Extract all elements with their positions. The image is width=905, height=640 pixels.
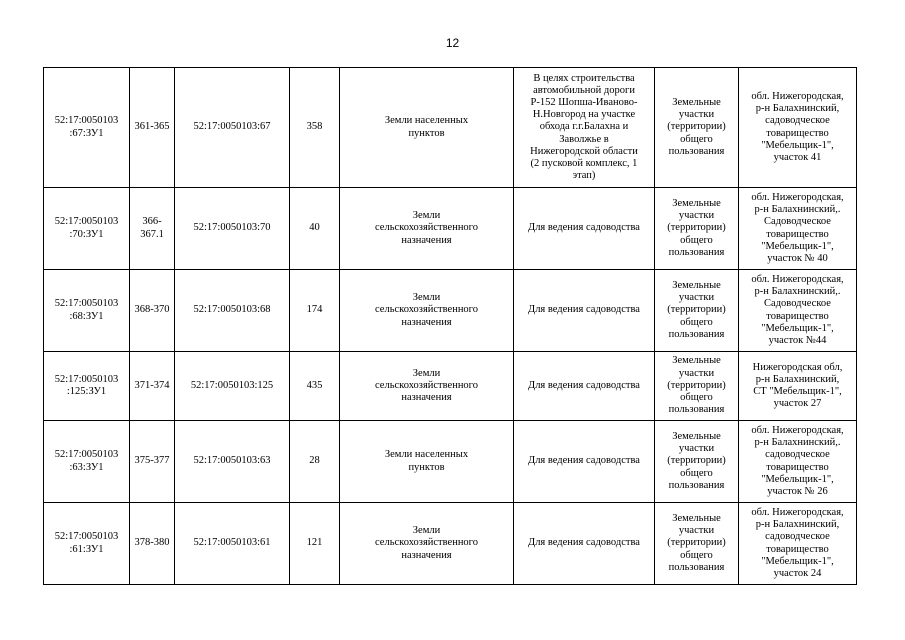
- land-category-cell: Земли населенных пунктов: [340, 421, 514, 503]
- table-row: [44, 352, 857, 421]
- permitted-use-cell: Для ведения садоводства: [514, 421, 655, 503]
- zu-id-cell: 52:17:0050103 :125:ЗУ1: [44, 352, 130, 421]
- permitted-use-cell: Для ведения садоводства: [514, 352, 655, 421]
- table-row: [44, 503, 857, 585]
- permitted-use-cell: Для ведения садоводства: [514, 270, 655, 352]
- address-cell: обл. Нижегородская, р-н Балахнинский, садоводческое товарищество "Мебельщик-1", участок 41: [739, 68, 857, 188]
- cadastral-number-cell: 52:17:0050103:125: [175, 352, 290, 421]
- points-cell: 375-377: [130, 421, 175, 503]
- zu-id-cell: 52:17:0050103 :67:ЗУ1: [44, 68, 130, 188]
- points-cell: 366-367.1: [130, 188, 175, 270]
- land-plots-table: [43, 67, 857, 585]
- area-cell: 435: [290, 352, 340, 421]
- address-cell: обл. Нижегородская, р-н Балахнинский,. садоводческое товарищество "Мебельщик-1", участок № 26: [739, 421, 857, 503]
- area-cell: 121: [290, 503, 340, 585]
- table-row: [44, 270, 857, 352]
- address-cell: обл. Нижегородская, р-н Балахнинский,. Садоводческое товарищество "Мебельщик-1", участок №44: [739, 270, 857, 352]
- cadastral-number-cell: 52:17:0050103:63: [175, 421, 290, 503]
- points-cell: 361-365: [130, 68, 175, 188]
- address-cell: обл. Нижегородская, р-н Балахнинский,. Садоводческое товарищество "Мебельщик-1", участок № 40: [739, 188, 857, 270]
- permitted-use-cell: Для ведения садоводства: [514, 188, 655, 270]
- land-category-cell: Земли сельскохозяйственного назначения: [340, 270, 514, 352]
- points-cell: 371-374: [130, 352, 175, 421]
- planned-use-cell: Земельные участки (территории) общего пользования: [655, 503, 739, 585]
- points-cell: 368-370: [130, 270, 175, 352]
- area-cell: 174: [290, 270, 340, 352]
- land-category-cell: Земли сельскохозяйственного назначения: [340, 188, 514, 270]
- zu-id-cell: 52:17:0050103 :61:ЗУ1: [44, 503, 130, 585]
- planned-use-cell: Земельные участки (территории) общего пользования: [655, 188, 739, 270]
- land-category-cell: Земли населенных пунктов: [340, 68, 514, 188]
- cadastral-number-cell: 52:17:0050103:70: [175, 188, 290, 270]
- area-cell: 40: [290, 188, 340, 270]
- planned-use-cell: Земельные участки (территории) общего пользования: [655, 68, 739, 188]
- cadastral-number-cell: 52:17:0050103:61: [175, 503, 290, 585]
- area-cell: 28: [290, 421, 340, 503]
- cadastral-number-cell: 52:17:0050103:68: [175, 270, 290, 352]
- address-cell: Нижегородская обл, р-н Балахнинский, СТ "Мебельщик-1", участок 27: [739, 352, 857, 421]
- zu-id-cell: 52:17:0050103 :63:ЗУ1: [44, 421, 130, 503]
- land-category-cell: Земли сельскохозяйственного назначения: [340, 503, 514, 585]
- land-category-cell: Земли сельскохозяйственного назначения: [340, 352, 514, 421]
- planned-use-cell: Земельные участки (территории) общего пользования: [655, 421, 739, 503]
- area-cell: 358: [290, 68, 340, 188]
- permitted-use-cell: В целях строительства автомобильной дороги Р-152 Шопша-Иваново- Н.Новгород на участке обхода г.г.Балахна и Заволжье в Нижегородской области (2 пусковой комплекс, 1 этап): [514, 68, 655, 188]
- zu-id-cell: 52:17:0050103 :70:ЗУ1: [44, 188, 130, 270]
- points-cell: 378-380: [130, 503, 175, 585]
- planned-use-cell: Земельные участки (территории) общего пользования: [655, 270, 739, 352]
- table-row: [44, 68, 857, 188]
- table-row: [44, 188, 857, 270]
- zu-id-cell: 52:17:0050103 :68:ЗУ1: [44, 270, 130, 352]
- permitted-use-cell: Для ведения садоводства: [514, 503, 655, 585]
- cadastral-number-cell: 52:17:0050103:67: [175, 68, 290, 188]
- page-number: 12: [445, 36, 460, 50]
- planned-use-cell: Земельные участки (территории) общего пользования: [655, 352, 739, 421]
- address-cell: обл. Нижегородская, р-н Балахнинский, садоводческое товарищество "Мебельщик-1", участок 24: [739, 503, 857, 585]
- table-row: [44, 421, 857, 503]
